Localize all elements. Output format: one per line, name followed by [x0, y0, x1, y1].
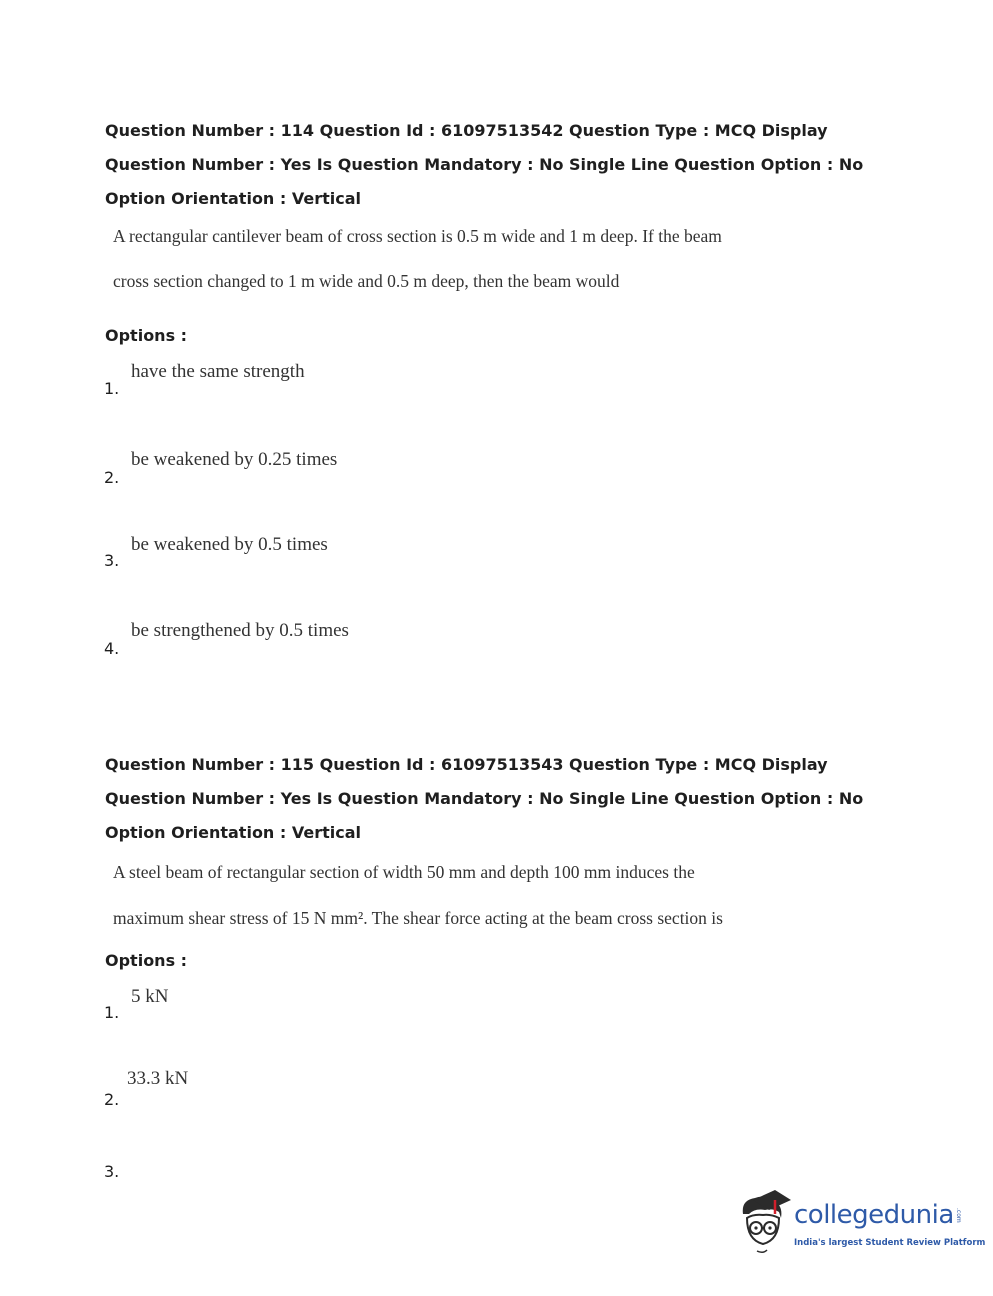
option-number: 3. [104, 1162, 120, 1181]
option-text: be weakened by 0.5 times [131, 534, 328, 555]
options-label: Options : [105, 951, 188, 970]
logo-tagline: India's largest Student Review Platform [794, 1238, 986, 1248]
question-text-line: maximum shear stress of 15 N mm². The shear force acting at the beam cross section is [113, 908, 723, 928]
option-number: 3. [104, 551, 120, 570]
question-text-line: cross section changed to 1 m wide and 0.5 m deep, then the beam would [113, 271, 620, 291]
collegedunia-logo [735, 1188, 986, 1260]
logo-suffix: .com [955, 1208, 962, 1223]
question-header: Question Number : 115 Question Id : 61097513543 Question Type : MCQ Display Question Number : Yes Is Question Mandatory : No Single Line Question Option : No Option Orientation : Vertical [105, 755, 864, 842]
logo-wordmark: collegedunia [794, 1200, 954, 1230]
options-label: Options : [105, 326, 188, 345]
option-number: 2. [104, 1090, 120, 1109]
option-number: 1. [104, 1003, 120, 1022]
option-text: 5 kN [131, 986, 169, 1007]
option-number: 4. [104, 639, 120, 658]
option-text: 33.3 kN [127, 1068, 189, 1089]
question-header: Question Number : 114 Question Id : 61097513542 Question Type : MCQ Display Question Number : Yes Is Question Mandatory : No Single Line Question Option : No Option Orientation : Vertical [105, 121, 864, 208]
option-text: have the same strength [131, 361, 305, 382]
question-text-line: A rectangular cantilever beam of cross section is 0.5 m wide and 1 m deep. If the beam [113, 226, 722, 246]
option-text: be weakened by 0.25 times [131, 449, 338, 470]
option-number: 1. [104, 379, 120, 398]
option-text: be strengthened by 0.5 times [131, 620, 349, 641]
option-number: 2. [104, 468, 120, 487]
question-text-line: A steel beam of rectangular section of width 50 mm and depth 100 mm induces the [113, 862, 695, 882]
mascot-icon [735, 1188, 793, 1258]
